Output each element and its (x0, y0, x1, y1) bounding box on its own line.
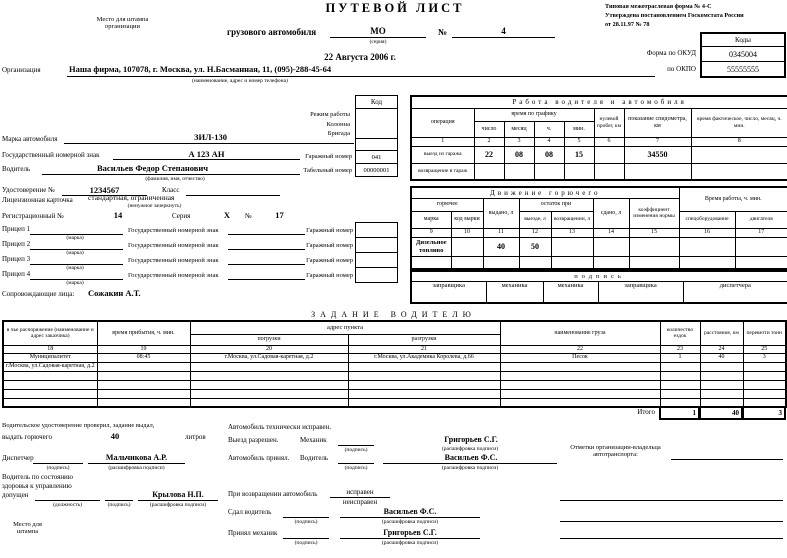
date-line: 22 Августа 2006 г. (324, 52, 396, 62)
fuel-h-depart: выезде, л (519, 211, 551, 228)
received-label: Принял механик (228, 529, 278, 537)
task-num-23: 23 (660, 345, 700, 353)
received-name-line (340, 538, 480, 539)
task1-customer: Муниципалитет (3, 353, 97, 362)
fuel-h-equipment: спецоборудование (679, 211, 735, 228)
dispatcher-sign-caption: (подпись) (46, 465, 70, 471)
fuel-num-10: 10 (451, 228, 483, 237)
work-h-zero-run: нулевой пробег, км (594, 108, 624, 137)
owner-notes-line1: Отметки организации-владельца (570, 444, 661, 451)
dispatcher-sign-line (33, 463, 83, 464)
code-column-title: Код (355, 95, 398, 109)
task1-distance: 40 (700, 353, 743, 362)
task-total-label: Итого (637, 408, 655, 416)
task-total-tons: 3 (742, 406, 786, 420)
task1-unloading: г.Москва, ул.Академика Королева, д.66 (348, 353, 500, 362)
escort-value: Сожакин А.Т. (88, 288, 141, 298)
number-sign: № (438, 27, 448, 37)
health-line3: допущен (2, 491, 29, 499)
dispatcher-name: Мальчикова А.Р. (105, 453, 168, 462)
license-card-value: стандартная, ограниченная (88, 193, 175, 202)
trailer4-garage-label: Гаражный номер (306, 272, 353, 279)
work-return-op: возвращение в гараж (411, 163, 474, 180)
cert-label: Удостоверение № (2, 186, 55, 194)
fuel-num-9: 9 (411, 228, 451, 237)
task-num-18: 18 (3, 345, 97, 353)
okud-label: Форма по ОКУД (646, 49, 696, 57)
return-state-label: При возвращении автомобиль (228, 490, 318, 498)
driver-accept-decode: (расшифровка подписи) (441, 465, 499, 471)
owner-notes-rule-2 (560, 521, 783, 522)
task1-tons: 3 (743, 353, 786, 362)
trailer2-garage-box (355, 237, 398, 253)
sign-mechanic-1: механика (486, 281, 543, 303)
subtitle-truck: грузового автомобиля (227, 27, 317, 37)
series-underline (330, 37, 426, 38)
task2-customer: г.Москва, ул.Садовая-каретная, д.2 (3, 362, 97, 371)
fuel-issued-value: 40 (483, 237, 519, 256)
driver-accept-name-line (383, 463, 557, 464)
form-note-2: Утверждена постановлением Госкомстата России (605, 12, 744, 19)
task-row-1 (3, 353, 786, 362)
dispatcher-decode-caption: (расшифровка подписи) (108, 465, 165, 471)
task-h-tons: перевезти тонн (743, 321, 786, 345)
work-num-1: 1 (411, 137, 474, 146)
trailer3-brand-caption: (марка) (66, 265, 84, 271)
garage-number-label: Гаражный номер (305, 153, 352, 160)
driver-sign-caption: (подпись) (344, 465, 368, 471)
mode-label-column: Колонна (326, 120, 350, 128)
fuel-h-worktime: Время работы, ч. мин. (679, 187, 787, 211)
driver-caption: (фамилия, имя, отчество) (145, 176, 205, 182)
reg-series-label: Серия (172, 212, 191, 220)
work-row-return (411, 163, 787, 180)
trailer1-plate-line (228, 234, 305, 235)
fuel-h-fuel: горючее (411, 198, 483, 211)
work-h-min: мин. (564, 121, 594, 137)
handed-sign-caption: (подпись) (294, 519, 318, 525)
plate-underline (113, 159, 300, 160)
trailer4-plate-label: Государственный номерной знак (128, 272, 219, 279)
plate-label: Государственный номерной знак (2, 151, 100, 159)
fuel-num-11: 11 (483, 228, 519, 237)
task-h-arrival: время прибытия, ч. мин. (97, 321, 190, 345)
received-name: Григорьев С.Г. (383, 528, 437, 537)
fuel-h-coeff: коэффициент изменения нормы (629, 198, 679, 228)
task-row-2 (3, 362, 786, 371)
trailer4-label: Прицеп 4 (2, 270, 31, 278)
mode-label-brigade: Бригада (327, 130, 350, 137)
work-h-actual: время фактическое, число, месяц, ч. мин. (691, 108, 787, 137)
tech-ok-line: Автомобиль технически исправен. (228, 423, 332, 431)
work-row-depart (411, 146, 787, 163)
handed-label: Сдал водитель (228, 508, 272, 516)
fuel-rest-depart-value: 50 (519, 237, 551, 256)
task-num-22: 22 (500, 345, 660, 353)
work-h-month: месяц (504, 121, 534, 137)
tab-number-label: Табельный номер (303, 167, 352, 174)
return-notok-word: неисправен (342, 498, 378, 506)
driver-value: Васильев Федор Степанович (97, 163, 209, 173)
trailer4-plate-line (228, 279, 305, 280)
received-decode-caption: (расшифровка подписи) (381, 540, 439, 546)
fuel-h-rest: остаток при (519, 198, 593, 211)
mode-code-box (355, 108, 398, 139)
task-num-19: 19 (97, 345, 190, 353)
number-value: 4 (501, 26, 506, 36)
task1-trips: 1 (660, 353, 700, 362)
mechanic-role-label: Механик (300, 436, 327, 444)
task1-loading: г.Москва, ул.Садовая-каретная, д.2 (190, 353, 348, 362)
received-sign-line (283, 538, 329, 539)
vehicle-accepted-label: Автомобиль принял. (228, 454, 290, 462)
mode-label-regime: Режим работы (310, 111, 350, 118)
task-h-cargo: наименование груза (500, 321, 660, 345)
sign-refueller-2: заправщика (598, 281, 683, 303)
dispatcher-name-line (88, 463, 185, 464)
fuel-brand-value: Дизельное топливо (411, 237, 451, 256)
fuel-issue-label: выдать горючего (2, 433, 52, 441)
task1-arrival: 08:45 (97, 353, 190, 362)
doctor-sign-line (105, 500, 133, 501)
fuel-h-engine: двигателя (735, 211, 787, 228)
work-depart-zero (594, 146, 624, 163)
owner-notes-rule-3 (560, 538, 783, 539)
class-label: Класс (162, 186, 180, 194)
mechanic-sign-line (338, 445, 374, 446)
form-note-3: от 28.11.97 № 78 (605, 21, 650, 28)
task-table (2, 320, 785, 408)
handed-name: Васильев Ф.С. (383, 507, 437, 516)
cert-value: 1234567 (89, 185, 120, 195)
stamp-spot (5, 521, 50, 536)
doctor-sign-caption: (подпись) (107, 502, 131, 508)
trailer1-garage-label: Гаражный номер (306, 227, 353, 234)
task-h-customer: в чье распоряжение (наименование и адрес заказчика) (3, 321, 97, 345)
reg-number-value: 14 (113, 210, 123, 220)
stamp-place-note (40, 16, 205, 31)
trailer3-garage-box (355, 252, 398, 268)
work-num-4: 4 (534, 137, 564, 146)
fuel-h-issued: выдано, л (483, 198, 519, 228)
fuel-table (410, 186, 787, 270)
trailer3-plate-label: Государственный номерной знак (128, 257, 219, 264)
driver-underline (42, 174, 300, 175)
work-num-8: 8 (691, 137, 787, 146)
fuel-num-17: 17 (735, 228, 787, 237)
fuel-h-brand: марка (411, 211, 451, 228)
trailer4-garage-box (355, 267, 398, 283)
fuel-issue-units: литров (185, 433, 206, 441)
work-table (410, 95, 787, 181)
reg-no-sign: № (245, 212, 252, 220)
task-row-4 (3, 380, 786, 389)
org-underline (67, 76, 655, 77)
task-row-3 (3, 371, 786, 380)
series-value: МО (370, 26, 386, 36)
fuel-h-brand-code: код марки (451, 211, 483, 228)
driver-accept-name: Васильев Ф.С. (444, 453, 498, 462)
fuel-num-12: 12 (519, 228, 551, 237)
handed-decode-caption: (расшифровка подписи) (381, 519, 439, 525)
driver-label: Водитель (2, 165, 31, 173)
codes-title: Коды (702, 34, 784, 47)
task-num-24: 24 (700, 345, 743, 353)
trailer2-label: Прицеп 2 (2, 240, 31, 248)
work-depart-hour: 08 (534, 146, 564, 163)
garage-number-value: 041 (355, 150, 398, 164)
escort-label: Сопровождающие лица: (2, 290, 75, 298)
form-note-1: Типовая межотраслевая форма № 4-С (605, 3, 712, 10)
driver-role-label: Водитель (300, 454, 329, 462)
dispatcher-label: Диспетчер (2, 454, 34, 462)
doctor-name-line (138, 500, 218, 501)
fuel-empty-row (411, 256, 787, 269)
stamp-place-line2: организации (105, 23, 140, 31)
fuel-num-13: 13 (551, 228, 593, 237)
trailer3-garage-label: Гаражный номер (306, 257, 353, 264)
task-h-trips: количество ездок (660, 321, 700, 345)
fuel-title: Движение горючего (411, 187, 679, 198)
codes-box (700, 32, 786, 78)
fuel-h-return: возвращении, л (551, 211, 593, 228)
doctor-decode-caption: (расшифровка подписи) (149, 502, 207, 508)
okpo-value: 55555555 (727, 65, 759, 74)
work-h-hour: ч. (534, 121, 564, 137)
work-title: Работа водителя и автомобиля (411, 96, 787, 108)
task-num-25: 25 (743, 345, 786, 353)
work-depart-op: выезд из гаража (411, 146, 474, 163)
org-label: Организация (2, 66, 41, 74)
org-value: Наша фирма, 107078, г. Москва, ул. Н.Басманная, 11, (095)-288-45-64 (69, 64, 332, 74)
fuel-num-16: 16 (679, 228, 735, 237)
doctor-position-caption: (должность) (53, 502, 82, 508)
task1-cargo: Песок (500, 353, 660, 362)
license-checked-line: Водительское удостоверение проверил, задание выдал, (2, 422, 155, 429)
sign-refueller-1: заправщика (411, 281, 486, 303)
handed-sign-line (283, 517, 329, 518)
owner-notes-label (563, 444, 668, 459)
driver-sign-line (338, 463, 374, 464)
owner-notes-line-short (671, 459, 783, 460)
work-depart-speedometer: 34550 (624, 146, 691, 163)
task-h-address: адрес пункта (190, 321, 500, 334)
owner-notes-rule-1 (560, 500, 783, 501)
fuel-h-handed: сдано, л (593, 198, 629, 228)
brand-label: Марка автомобиля (2, 135, 58, 143)
trailer3-plate-line (228, 264, 305, 265)
trailer2-brand-caption: (марка) (66, 250, 84, 256)
sign-dispatcher: диспетчера (683, 281, 787, 303)
work-h-operation: операция (411, 108, 474, 137)
work-h-schedule: время по графику (474, 108, 594, 121)
work-num-7: 7 (624, 137, 691, 146)
work-depart-day: 22 (474, 146, 504, 163)
fuel-data-row (411, 237, 787, 256)
return-ok-word: исправен (330, 489, 390, 498)
handed-name-line (340, 517, 480, 518)
stamp-spot-line1: Место для (13, 521, 42, 528)
license-card-label: Лицензионная карточка (2, 196, 73, 204)
stamp-spot-line2: штампа (16, 528, 39, 536)
task-total-distance: 40 (699, 406, 743, 420)
fuel-issue-value: 40 (110, 431, 120, 441)
okud-value: 0345004 (702, 47, 784, 62)
work-num-5: 5 (564, 137, 594, 146)
form-note (605, 2, 785, 29)
task-num-20: 20 (190, 345, 348, 353)
plate-value: А 123 АН (188, 149, 225, 159)
task-h-loading: погрузки (190, 334, 348, 345)
series-caption: (серия) (369, 39, 387, 45)
received-sign-caption: (подпись) (294, 540, 318, 546)
fuel-num-14: 14 (593, 228, 629, 237)
work-h-day: число (474, 121, 504, 137)
mechanic-name: Григорьев С.Г. (444, 435, 498, 444)
tab-number-value: 00000001 (355, 163, 398, 177)
work-h-speedometer: показание спидометра, км (624, 108, 691, 137)
task-h-unloading: разгрузки (348, 334, 500, 345)
trailer1-plate-label: Государственный номерной знак (128, 227, 219, 234)
signatures-band (410, 270, 787, 304)
task-num-21: 21 (348, 345, 500, 353)
work-num-3: 3 (504, 137, 534, 146)
class-underline (186, 195, 280, 196)
trailer1-label: Прицеп 1 (2, 225, 31, 233)
work-num-2: 2 (474, 137, 504, 146)
brand-underline (64, 143, 354, 144)
work-num-6: 6 (594, 137, 624, 146)
task-h-distance: расстояние, км (700, 321, 743, 345)
trailer1-brand-caption: (марка) (66, 235, 84, 241)
reg-number-label: Регистрационный № (2, 212, 64, 220)
trailer2-plate-line (228, 249, 305, 250)
depart-allowed-label: Выезд разрешен. (228, 436, 279, 444)
health-line1: Водитель по состоянию (2, 473, 74, 481)
task-total-trips: 1 (659, 406, 700, 420)
brand-value: ЗИЛ-130 (194, 132, 228, 142)
reg-no-value: 17 (275, 210, 284, 220)
stamp-place-line1: Место для штампа (96, 16, 149, 23)
health-line2: здоровья к управлению (2, 482, 72, 490)
sign-mechanic-2: механика (543, 281, 598, 303)
doctor-position-line (35, 500, 100, 501)
mode-labels (250, 110, 350, 139)
mechanic-sign-caption: (подпись) (344, 447, 368, 453)
trailer1-garage-box (355, 222, 398, 238)
doctor-name: Крылова Н.П. (152, 490, 204, 499)
number-underline (452, 37, 555, 38)
mechanic-decode-caption: (расшифровка подписи) (441, 446, 499, 452)
org-caption: (наименование, адрес и номер телефона) (192, 78, 288, 84)
fuel-num-15: 15 (629, 228, 679, 237)
trailer4-brand-caption: (марка) (66, 280, 84, 286)
task-row-5 (3, 389, 786, 398)
owner-notes-line2: автотранспорта: (593, 451, 638, 459)
work-depart-min: 15 (564, 146, 594, 163)
trailer3-label: Прицеп 3 (2, 255, 31, 263)
trailer2-garage-label: Гаражный номер (306, 242, 353, 249)
okpo-label: по ОКПО (667, 65, 696, 73)
task-title: ЗАДАНИЕ ВОДИТЕЛЮ (311, 310, 476, 319)
license-card-caption: (ненужное зачеркнуть) (127, 203, 182, 209)
work-depart-actual (691, 146, 787, 163)
page-title: ПУТЕВОЙ ЛИСТ (325, 1, 465, 15)
trailer2-plate-label: Государственный номерной знак (128, 242, 219, 249)
reg-series-value: X (223, 210, 231, 220)
work-depart-month: 08 (504, 146, 534, 163)
sign-band-title: подпись (411, 271, 787, 281)
